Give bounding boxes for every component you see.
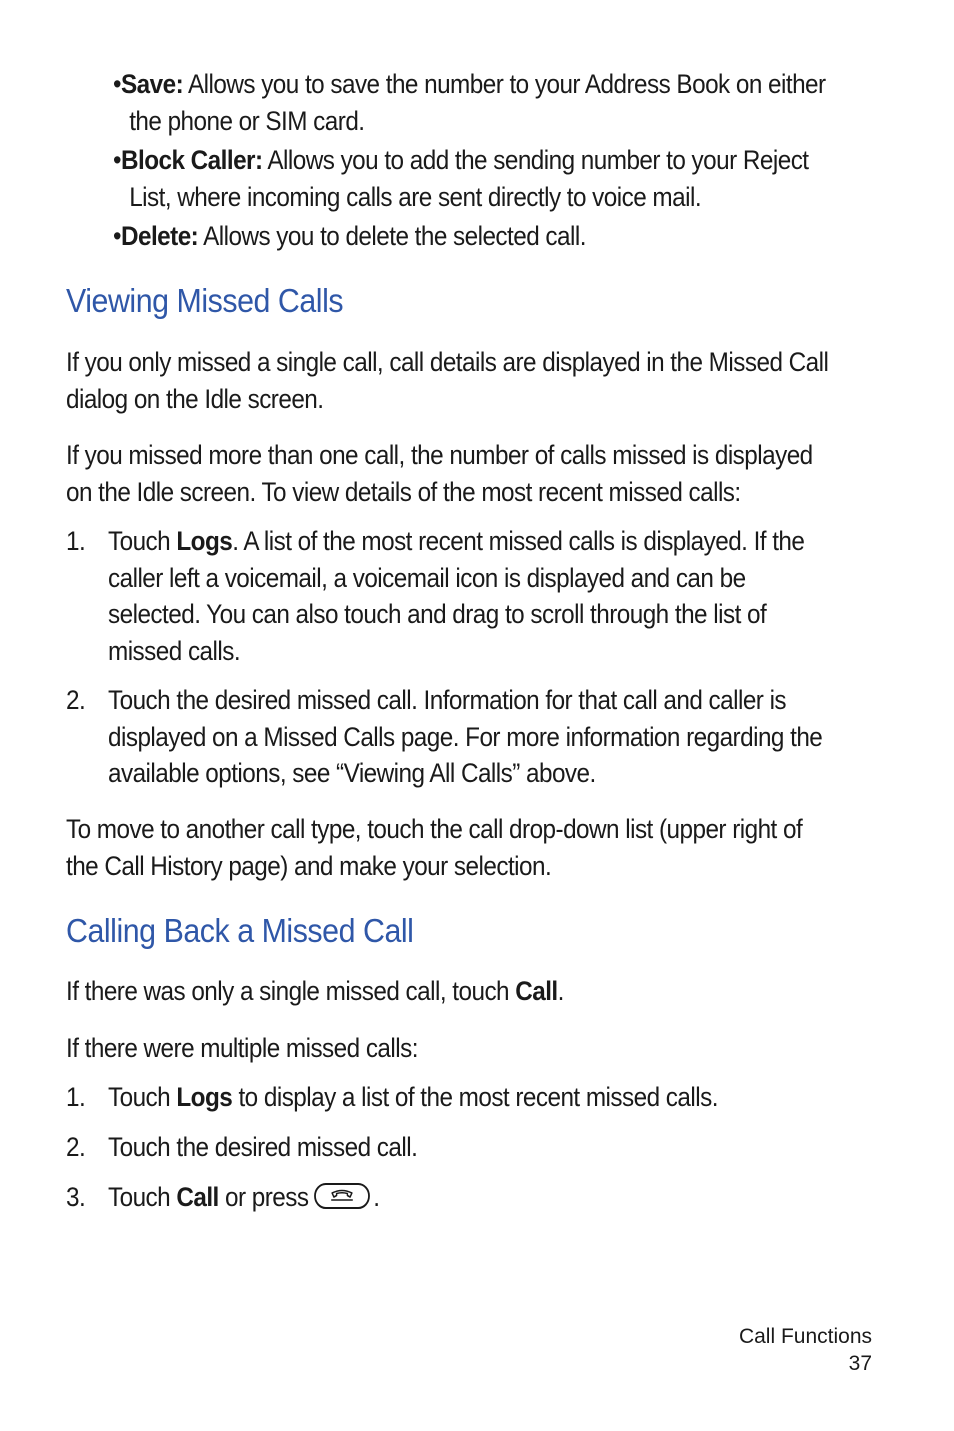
step-number: 2. [66,685,86,715]
footer-section-title: Call Functions [738,1325,872,1348]
paragraph [66,811,802,884]
send-key-icon [314,1183,370,1209]
bullet-text: the phone or SIM card. [129,105,365,136]
step-number: 2. [66,1132,86,1162]
step-line: Touch the desired missed call. [108,1132,418,1162]
step-text [108,523,804,669]
paragraph-line: dialog on the Idle screen. [66,383,324,414]
bullet-term: Delete: [120,221,199,251]
step-line: Touch the desired missed call. Information for that call and caller is [108,685,787,715]
step-text [108,1129,417,1166]
step-text-part: Touch [108,1182,177,1212]
bullet-text: Allows you to delete the selected call. [198,221,586,251]
paragraph-line: To move to another call type, touch the call drop-down list (upper right of [66,814,803,844]
step-line: displayed on a Missed Calls page. For more information regarding the [108,721,823,752]
paragraph [66,1030,418,1067]
bullet-term: Save: [120,69,184,99]
paragraph-line: the Call History page) and make your selection. [66,850,552,881]
bullet-block-caller: •Block Caller: Allows you to add the sending number to your Reject List, where incoming calls are sent directly to voice mail. [113,142,809,215]
step-text-part: Touch [108,526,177,556]
step-keyword: Logs [176,526,233,556]
section-heading-viewing-missed-calls: Viewing Missed Calls [66,282,344,319]
page-footer [739,1323,872,1377]
bullet-term: Block Caller: [120,145,263,175]
paragraph-line: If there were multiple missed calls: [66,1033,418,1063]
paragraph-line: If you only missed a single call, call details are displayed in the Missed Call [66,347,829,377]
paragraph-text: If there was only a single missed call, touch [66,976,516,1006]
paragraph [66,344,828,417]
step-keyword: Call [176,1182,219,1212]
step-line: selected. You can also touch and drag to scroll through the list of [108,599,767,629]
step-text-part: . [373,1182,380,1212]
step-text-part: or press [218,1182,309,1212]
bullet-delete: •Delete: Allows you to delete the selected call. [113,221,586,251]
step-number: 3. [66,1182,86,1212]
section-heading-calling-back: Calling Back a Missed Call [66,912,414,949]
bullet-save: •Save: Allows you to save the number to your Address Book on either the phone or SIM card. [113,66,826,139]
bullet-text: List, where incoming calls are sent directly to voice mail. [129,181,702,212]
keyword: Call [515,976,558,1006]
paragraph-line: If you missed more than one call, the number of calls missed is displayed [66,440,813,470]
paragraph [66,973,564,1010]
paragraph-text: . [557,976,564,1006]
bullet-text: Allows you to save the number to your Address Book on either [183,69,826,99]
step-text-part: Touch [108,1082,177,1112]
step-keyword: Logs [176,1082,233,1112]
paragraph [66,437,813,510]
step-line: caller left a voicemail, a voicemail icon is displayed and can be [108,562,746,593]
step-line: available options, see “Viewing All Calls” above. [108,758,596,788]
bullet-text: Allows you to add the sending number to your Reject [262,145,809,175]
step-text [108,1179,379,1216]
step-line: missed calls. [108,635,241,666]
step-text [108,1079,718,1116]
step-number: 1. [66,526,86,556]
step-text-part: . A list of the most recent missed calls is displayed. If the [232,526,805,556]
step-text [108,682,822,792]
step-text-part: to display a list of the most recent missed calls. [232,1082,718,1112]
paragraph-line: on the Idle screen. To view details of the most recent missed calls: [66,476,741,507]
step-number: 1. [66,1082,86,1112]
page-number: 37 [848,1352,872,1375]
